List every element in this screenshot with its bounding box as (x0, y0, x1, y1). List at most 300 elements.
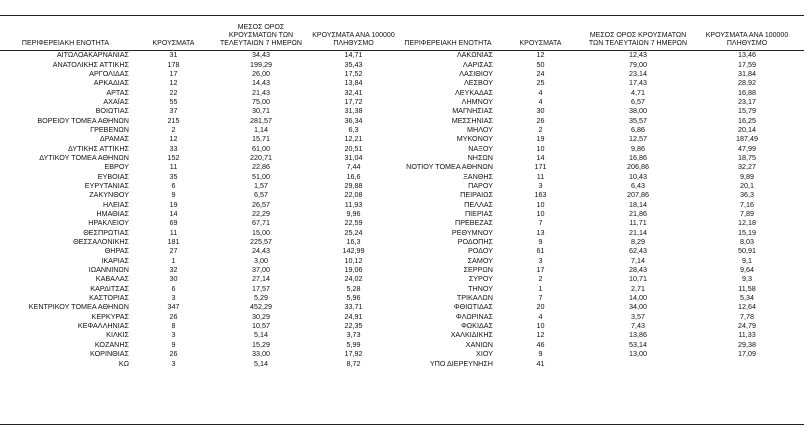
left-per100k-cell: 7,44 (346, 162, 361, 172)
right-per100k-cell: 187,49 (736, 134, 758, 144)
right-region-cell: ΠΑΡΟΥ (468, 180, 493, 190)
left-per100k-cell: 32,41 (344, 87, 363, 97)
left-cases-cell: 9 (171, 339, 176, 349)
right-avg7-cell: 206,86 (627, 162, 649, 172)
right-region-cell: ΝΗΣΩΝ (467, 152, 493, 162)
left-region-cell: ΒΟΙΩΤΙΑΣ (95, 106, 129, 116)
left-cases-cell: 1 (171, 255, 176, 265)
right-cases-cell: 14 (536, 152, 545, 162)
right-cases-cell: 12 (536, 50, 545, 60)
right-per100k-cell: 29,38 (738, 339, 756, 349)
right-avg7-cell: 12,57 (629, 134, 647, 144)
right-region-cell: ΛΑΣΙΘΙΟΥ (459, 68, 493, 78)
right-region-cell: ΠΡΕΒΕΖΑΣ (455, 218, 493, 228)
table-row (0, 330, 804, 339)
right-cases-cell: 10 (536, 143, 545, 153)
table-row (0, 134, 804, 143)
right-per100k-cell: 18,75 (738, 152, 756, 162)
left-cases-cell: 215 (167, 115, 180, 125)
right-avg7-cell: 12,43 (629, 50, 647, 60)
left-avg7-cell: 1,57 (254, 180, 268, 190)
left-per100k-cell: 16,3 (346, 237, 361, 247)
right-region-cell: ΠΕΙΡΑΙΩΣ (460, 190, 493, 200)
right-per100k-cell: 17,09 (738, 349, 756, 359)
right-region-cell: ΦΛΩΡΙΝΑΣ (455, 311, 493, 321)
right-cases-cell: 7 (538, 218, 543, 228)
right-per100k-cell: 20,14 (738, 124, 756, 134)
right-cases-cell: 12 (536, 330, 545, 340)
right-avg7-cell: 10,43 (629, 171, 647, 181)
right-avg7-cell: 6,43 (631, 180, 645, 190)
right-per100k-cell: 12,18 (738, 218, 756, 228)
left-region-cell: ΑΡΓΟΛΙΔΑΣ (89, 68, 129, 78)
right-cases-cell: 46 (536, 339, 545, 349)
right-region-cell: ΜΥΚΟΝΟΥ (456, 134, 493, 144)
left-avg7-cell: 26,57 (252, 199, 270, 209)
left-region-cell: ΚΕΦΑΛΛΗΝΙΑΣ (77, 321, 129, 331)
left-region-cell: ΚΟΡΙΝΘΙΑΣ (90, 349, 129, 359)
table-row (0, 181, 804, 190)
left-per100k-cell: 25,24 (344, 227, 363, 237)
left-per100k-cell: 24,02 (344, 274, 363, 284)
left-per100k-cell: 3,73 (346, 330, 361, 340)
table-row (0, 246, 804, 255)
table-row (0, 321, 804, 330)
left-avg7-cell: 17,57 (252, 283, 270, 293)
right-region-cell: ΛΕΣΒΟΥ (464, 78, 493, 88)
right-region-cell: ΞΑΝΘΗΣ (463, 171, 493, 181)
left-avg7-cell: 220,71 (250, 152, 272, 162)
left-cases-cell: 30 (169, 274, 178, 284)
right-region-cell: ΡΕΘΥΜΝΟΥ (451, 227, 493, 237)
left-per100k-cell: 35,43 (344, 59, 363, 69)
left-per100k-cell: 36,34 (344, 115, 363, 125)
right-avg7-cell: 7,14 (631, 255, 645, 265)
right-per100k-cell: 12,64 (738, 302, 756, 312)
table-row (0, 358, 804, 367)
right-region-cell: ΛΕΥΚΑΔΑΣ (454, 87, 493, 97)
right-region-cell: ΤΗΝΟΥ (468, 283, 493, 293)
left-avg7-cell: 5,14 (254, 358, 268, 368)
left-avg7-cell: 33,00 (252, 349, 270, 359)
left-avg7-cell: 14,43 (252, 78, 270, 88)
left-avg7-cell: 452,29 (250, 302, 272, 312)
left-per100k-cell: 5,28 (346, 283, 361, 293)
table-row (0, 153, 804, 162)
left-cases-cell: 3 (171, 358, 176, 368)
right-avg7-cell: 53,14 (629, 339, 647, 349)
left-avg7-cell: 22,29 (252, 209, 270, 219)
right-cases-cell: 4 (538, 96, 543, 106)
right-avg7-cell: 21,86 (629, 209, 647, 219)
header-per100k-left: ΚΡΟΥΣΜΑΤΑ ΑΝΑ 100000 ΠΛΗΘΥΣΜΟ (312, 32, 395, 47)
table-row (0, 284, 804, 293)
right-avg7-cell: 4,71 (631, 87, 645, 97)
left-region-cell: ΔΥΤΙΚΟΥ ΤΟΜΕΑ ΑΘΗΝΩΝ (39, 152, 129, 162)
table-row (0, 265, 804, 274)
left-cases-cell: 26 (169, 349, 178, 359)
table-row (0, 69, 804, 78)
left-cases-cell: 8 (171, 321, 176, 331)
right-cases-cell: 26 (536, 115, 545, 125)
right-cases-cell: 2 (538, 274, 543, 284)
table-row (0, 228, 804, 237)
left-cases-cell: 152 (167, 152, 180, 162)
left-per100k-cell: 31,38 (344, 106, 363, 116)
right-per100k-cell: 16,88 (738, 87, 756, 97)
left-per100k-cell: 31,04 (344, 152, 363, 162)
left-region-cell: ΚΟΖΑΝΗΣ (94, 339, 129, 349)
left-cases-cell: 6 (171, 283, 176, 293)
left-region-cell: ΚΩ (118, 358, 129, 368)
left-cases-cell: 31 (169, 50, 178, 60)
left-cases-cell: 2 (171, 124, 176, 134)
right-cases-cell: 24 (536, 68, 545, 78)
left-avg7-cell: 22,86 (252, 162, 270, 172)
left-per100k-cell: 5,96 (346, 293, 361, 303)
table-bottom-rule (0, 424, 804, 425)
right-avg7-cell: 18,14 (629, 199, 647, 209)
left-per100k-cell: 29,88 (344, 180, 363, 190)
header-region-left: ΠΕΡΙΦΕΡΕΙΑΚΗ ΕΝΟΤΗΤΑ (21, 40, 110, 47)
right-avg7-cell: 13,86 (629, 330, 647, 340)
left-avg7-cell: 34,43 (252, 50, 270, 60)
header-per100k-right: ΚΡΟΥΣΜΑΤΑ ΑΝΑ 100000 ΠΛΗΘΥΣΜΟ (705, 32, 789, 47)
left-avg7-cell: 6,57 (254, 190, 268, 200)
left-cases-cell: 69 (169, 218, 178, 228)
left-avg7-cell: 3,00 (254, 255, 268, 265)
left-cases-cell: 27 (169, 246, 178, 256)
right-region-cell: ΧΙΟΥ (476, 349, 493, 359)
left-per100k-cell: 33,71 (344, 302, 363, 312)
left-avg7-cell: 15,00 (252, 227, 270, 237)
right-region-cell: ΜΕΣΣΗΝΙΑΣ (451, 115, 493, 125)
right-avg7-cell: 38,00 (629, 106, 647, 116)
right-per100k-cell: 15,19 (738, 227, 756, 237)
right-region-cell: ΧΑΛΚΙΔΙΚΗΣ (450, 330, 493, 340)
left-per100k-cell: 24,91 (344, 311, 363, 321)
left-avg7-cell: 67,71 (252, 218, 270, 228)
right-region-cell: ΛΑΡΙΣΑΣ (462, 59, 493, 69)
right-avg7-cell: 13,00 (629, 349, 647, 359)
right-per100k-cell: 11,58 (738, 283, 756, 293)
right-cases-cell: 41 (536, 358, 545, 368)
left-region-cell: ΗΜΑΘΙΑΣ (96, 209, 129, 219)
header-row (0, 15, 804, 50)
right-region-cell: ΜΑΓΝΗΣΙΑΣ (452, 106, 493, 116)
left-avg7-cell: 1,14 (254, 124, 268, 134)
right-per100k-cell: 23,17 (738, 96, 756, 106)
right-per100k-cell: 20,1 (740, 180, 754, 190)
right-region-cell: ΦΘΙΩΤΙΔΑΣ (453, 302, 493, 312)
table-row (0, 171, 804, 180)
right-cases-cell: 61 (536, 246, 545, 256)
right-per100k-cell: 5,34 (740, 293, 754, 303)
right-per100k-cell: 47,99 (738, 143, 756, 153)
left-cases-cell: 22 (169, 87, 178, 97)
right-avg7-cell: 6,57 (631, 96, 645, 106)
header-cases-left: ΚΡΟΥΣΜΑΤΑ (152, 40, 195, 47)
left-per100k-cell: 16,6 (346, 171, 361, 181)
right-per100k-cell: 36,3 (740, 190, 754, 200)
right-cases-cell: 13 (536, 227, 545, 237)
right-avg7-cell: 23,14 (629, 68, 647, 78)
right-region-cell: ΛΑΚΩΝΙΑΣ (456, 50, 493, 60)
right-avg7-cell: 11,71 (629, 218, 647, 228)
right-cases-cell: 1 (538, 283, 543, 293)
left-region-cell: ΖΑΚΥΝΘΟΥ (89, 190, 129, 200)
left-per100k-cell: 8,72 (346, 358, 361, 368)
left-region-cell: ΘΗΡΑΣ (104, 246, 129, 256)
right-avg7-cell: 34,00 (629, 302, 647, 312)
right-avg7-cell: 35,57 (629, 115, 647, 125)
left-region-cell: ΔΡΑΜΑΣ (99, 134, 129, 144)
left-per100k-cell: 6,3 (348, 124, 359, 134)
left-region-cell: ΗΡΑΚΛΕΙΟΥ (88, 218, 129, 228)
right-per100k-cell: 8,03 (740, 237, 754, 247)
left-avg7-cell: 15,71 (252, 134, 270, 144)
right-avg7-cell: 79,00 (629, 59, 647, 69)
right-region-cell: ΡΟΔΟΥ (467, 246, 493, 256)
right-avg7-cell: 7,43 (631, 321, 645, 331)
right-cases-cell: 3 (538, 180, 543, 190)
table-row (0, 218, 804, 227)
cases-table (0, 15, 804, 368)
table-row (0, 312, 804, 321)
right-avg7-cell: 17,43 (629, 78, 647, 88)
table-row (0, 143, 804, 152)
table-row (0, 237, 804, 246)
left-cases-cell: 33 (169, 143, 178, 153)
left-cases-cell: 32 (169, 265, 178, 275)
left-avg7-cell: 225,57 (250, 237, 272, 247)
right-cases-cell: 20 (536, 302, 545, 312)
table-row (0, 302, 804, 311)
table-row (0, 125, 804, 134)
right-cases-cell: 10 (536, 209, 545, 219)
left-avg7-cell: 37,00 (252, 265, 270, 275)
left-cases-cell: 19 (169, 199, 178, 209)
right-region-cell: ΡΟΔΟΠΗΣ (457, 237, 493, 247)
right-region-cell: ΧΑΝΙΩΝ (465, 339, 493, 349)
right-avg7-cell: 10,71 (629, 274, 647, 284)
left-avg7-cell: 30,71 (252, 106, 270, 116)
right-avg7-cell: 28,43 (629, 265, 647, 275)
table-row (0, 200, 804, 209)
left-cases-cell: 9 (171, 190, 176, 200)
left-per100k-cell: 10,12 (344, 255, 363, 265)
table-row (0, 78, 804, 87)
left-avg7-cell: 199,29 (250, 59, 272, 69)
left-cases-cell: 3 (171, 330, 176, 340)
right-per100k-cell: 9,3 (742, 274, 752, 284)
right-region-cell: ΠΙΕΡΙΑΣ (464, 209, 493, 219)
right-cases-cell: 30 (536, 106, 545, 116)
right-region-cell: ΠΕΛΛΑΣ (464, 199, 493, 209)
right-region-cell: ΣΥΡΟΥ (468, 274, 493, 284)
right-avg7-cell: 21,14 (629, 227, 647, 237)
table-row (0, 97, 804, 106)
left-avg7-cell: 5,14 (254, 330, 268, 340)
right-avg7-cell: 3,57 (631, 311, 645, 321)
table-row (0, 50, 804, 59)
right-region-cell: ΣΕΡΡΩΝ (463, 265, 493, 275)
left-region-cell: ΑΧΑΪΑΣ (103, 96, 129, 106)
right-avg7-cell (586, 358, 690, 367)
table-row (0, 87, 804, 96)
right-region-cell: ΛΗΜΝΟΥ (461, 96, 493, 106)
right-region-cell: ΜΗΛΟΥ (467, 124, 493, 134)
right-per100k-cell: 16,25 (738, 115, 756, 125)
left-per100k-cell: 142,99 (342, 246, 365, 256)
left-region-cell: ΓΡΕΒΕΝΩΝ (90, 124, 129, 134)
left-per100k-cell: 22,59 (344, 218, 363, 228)
left-cases-cell: 12 (169, 78, 178, 88)
right-region-cell: ΤΡΙΚΑΛΩΝ (456, 293, 493, 303)
right-cases-cell: 50 (536, 59, 545, 69)
right-per100k-cell: 15,79 (738, 106, 756, 116)
left-cases-cell: 347 (167, 302, 180, 312)
left-avg7-cell: 10,57 (252, 321, 270, 331)
header-region-right: ΠΕΡΙΦΕΡΕΙΑΚΗ ΕΝΟΤΗΤΑ (404, 40, 492, 47)
right-avg7-cell: 207,86 (627, 190, 649, 200)
left-per100k-cell: 11,93 (344, 199, 363, 209)
left-cases-cell: 14 (169, 209, 178, 219)
right-per100k-cell (690, 358, 804, 367)
left-per100k-cell: 9,96 (346, 209, 361, 219)
right-per100k-cell: 11,33 (738, 330, 756, 340)
header-avg7-right: ΜΕΣΟΣ ΟΡΟΣ ΚΡΟΥΣΜΑΤΩΝ ΤΩΝ ΤΕΛΕΥΤΑΙΩΝ 7 ΗΜΕΡΩΝ (588, 32, 688, 47)
left-cases-cell: 3 (171, 293, 176, 303)
left-region-cell: ΘΕΣΠΡΩΤΙΑΣ (83, 227, 129, 237)
left-region-cell: ΒΟΡΕΙΟΥ ΤΟΜΕΑ ΑΘΗΝΩΝ (37, 115, 129, 125)
right-region-cell: ΝΟΤΙΟΥ ΤΟΜΕΑ ΑΘΗΝΩΝ (406, 162, 493, 172)
right-per100k-cell: 7,89 (740, 209, 754, 219)
table-row (0, 162, 804, 171)
right-per100k-cell: 13,46 (738, 50, 756, 60)
left-avg7-cell: 26,00 (252, 68, 270, 78)
right-per100k-cell: 28,92 (738, 78, 756, 88)
table-row (0, 59, 804, 68)
header-cases-right: ΚΡΟΥΣΜΑΤΑ (519, 40, 562, 47)
table-row (0, 209, 804, 218)
left-per100k-cell: 22,35 (344, 321, 363, 331)
table-row (0, 190, 804, 199)
left-region-cell: ΚΑΣΤΟΡΙΑΣ (89, 293, 129, 303)
right-avg7-cell: 9,86 (631, 143, 645, 153)
left-avg7-cell: 21,43 (252, 87, 270, 97)
left-per100k-cell: 13,84 (344, 78, 363, 88)
left-region-cell: ΚΕΡΚΥΡΑΣ (91, 311, 129, 321)
left-avg7-cell: 15,29 (252, 339, 270, 349)
right-per100k-cell: 7,78 (740, 311, 754, 321)
left-region-cell: ΕΒΡΟΥ (104, 162, 129, 172)
left-avg7-cell: 30,29 (252, 311, 270, 321)
left-cases-cell: 12 (169, 134, 178, 144)
table-row (0, 115, 804, 124)
right-cases-cell: 7 (538, 293, 543, 303)
left-avg7-cell: 24,43 (252, 246, 270, 256)
left-per100k-cell: 20,51 (344, 143, 363, 153)
left-cases-cell: 178 (167, 59, 180, 69)
table-row (0, 293, 804, 302)
left-cases-cell: 11 (169, 227, 178, 237)
left-region-cell: ΕΥΒΟΙΑΣ (97, 171, 129, 181)
right-per100k-cell: 9,89 (740, 171, 754, 181)
table-row (0, 106, 804, 115)
right-cases-cell: 10 (536, 199, 545, 209)
table-row (0, 340, 804, 349)
left-per100k-cell: 22,08 (344, 190, 363, 200)
right-cases-cell: 19 (536, 134, 545, 144)
right-per100k-cell: 17,59 (738, 59, 756, 69)
left-region-cell: ΑΡΚΑΔΙΑΣ (93, 78, 129, 88)
left-cases-cell: 11 (169, 162, 178, 172)
left-region-cell: ΙΩΑΝΝΙΝΩΝ (88, 265, 129, 275)
right-avg7-cell: 8,29 (631, 237, 645, 247)
right-region-cell: ΥΠΟ ΔΙΕΡΕΥΝΗΣΗ (429, 358, 493, 368)
left-cases-cell: 26 (169, 311, 178, 321)
left-cases-cell: 6 (171, 180, 176, 190)
left-region-cell: ΚΕΝΤΡΙΚΟΥ ΤΟΜΕΑ ΑΘΗΝΩΝ (28, 302, 129, 312)
right-cases-cell: 171 (534, 162, 547, 172)
left-per100k-cell: 17,92 (344, 349, 363, 359)
right-cases-cell: 2 (538, 124, 543, 134)
right-per100k-cell: 9,64 (740, 265, 754, 275)
left-region-cell: ΑΝΑΤΟΛΙΚΗΣ ΑΤΤΙΚΗΣ (52, 59, 129, 69)
right-cases-cell: 25 (536, 78, 545, 88)
right-cases-cell: 4 (538, 311, 543, 321)
left-per100k-cell: 5,99 (346, 339, 361, 349)
table-body (0, 50, 804, 368)
right-cases-cell: 9 (538, 349, 543, 359)
left-region-cell: ΗΛΕΙΑΣ (102, 199, 129, 209)
right-cases-cell: 163 (534, 190, 547, 200)
left-avg7-cell: 27,14 (252, 274, 270, 284)
right-avg7-cell: 2,71 (631, 283, 645, 293)
header-avg7-left: ΜΕΣΟΣ ΟΡΟΣ ΚΡΟΥΣΜΑΤΩΝ ΤΩΝ ΤΕΛΕΥΤΑΙΩΝ 7 ΗΜΕΡΩΝ (220, 24, 302, 47)
left-per100k-cell: 17,52 (344, 68, 363, 78)
right-per100k-cell: 50,91 (738, 246, 756, 256)
left-region-cell: ΙΚΑΡΙΑΣ (101, 255, 129, 265)
left-per100k-cell: 12,21 (344, 134, 363, 144)
left-cases-cell: 55 (169, 96, 178, 106)
left-cases-cell: 17 (169, 68, 178, 78)
left-avg7-cell: 61,00 (252, 143, 270, 153)
table-row (0, 274, 804, 283)
left-cases-cell: 181 (167, 237, 180, 247)
right-avg7-cell: 16,86 (629, 152, 647, 162)
right-cases-cell: 17 (536, 265, 545, 275)
right-cases-cell: 10 (536, 321, 545, 331)
right-cases-cell: 11 (536, 171, 545, 181)
left-region-cell: ΚΑΒΑΛΑΣ (95, 274, 129, 284)
right-region-cell: ΣΑΜΟΥ (467, 255, 493, 265)
left-region-cell: ΑΡΤΑΣ (106, 87, 129, 97)
table-row (0, 256, 804, 265)
left-cases-cell: 37 (169, 106, 178, 116)
left-per100k-cell: 17,72 (344, 96, 363, 106)
right-avg7-cell: 14,00 (629, 293, 647, 303)
right-per100k-cell: 24,79 (738, 321, 756, 331)
right-cases-cell: 4 (538, 87, 543, 97)
left-cases-cell: 35 (169, 171, 178, 181)
right-per100k-cell: 32,27 (738, 162, 756, 172)
right-cases-cell: 9 (538, 237, 543, 247)
table-header (0, 15, 804, 50)
left-region-cell: ΑΙΤΩΛΟΑΚΑΡΝΑΝΙΑΣ (56, 50, 129, 60)
right-avg7-cell: 6,86 (631, 124, 645, 134)
